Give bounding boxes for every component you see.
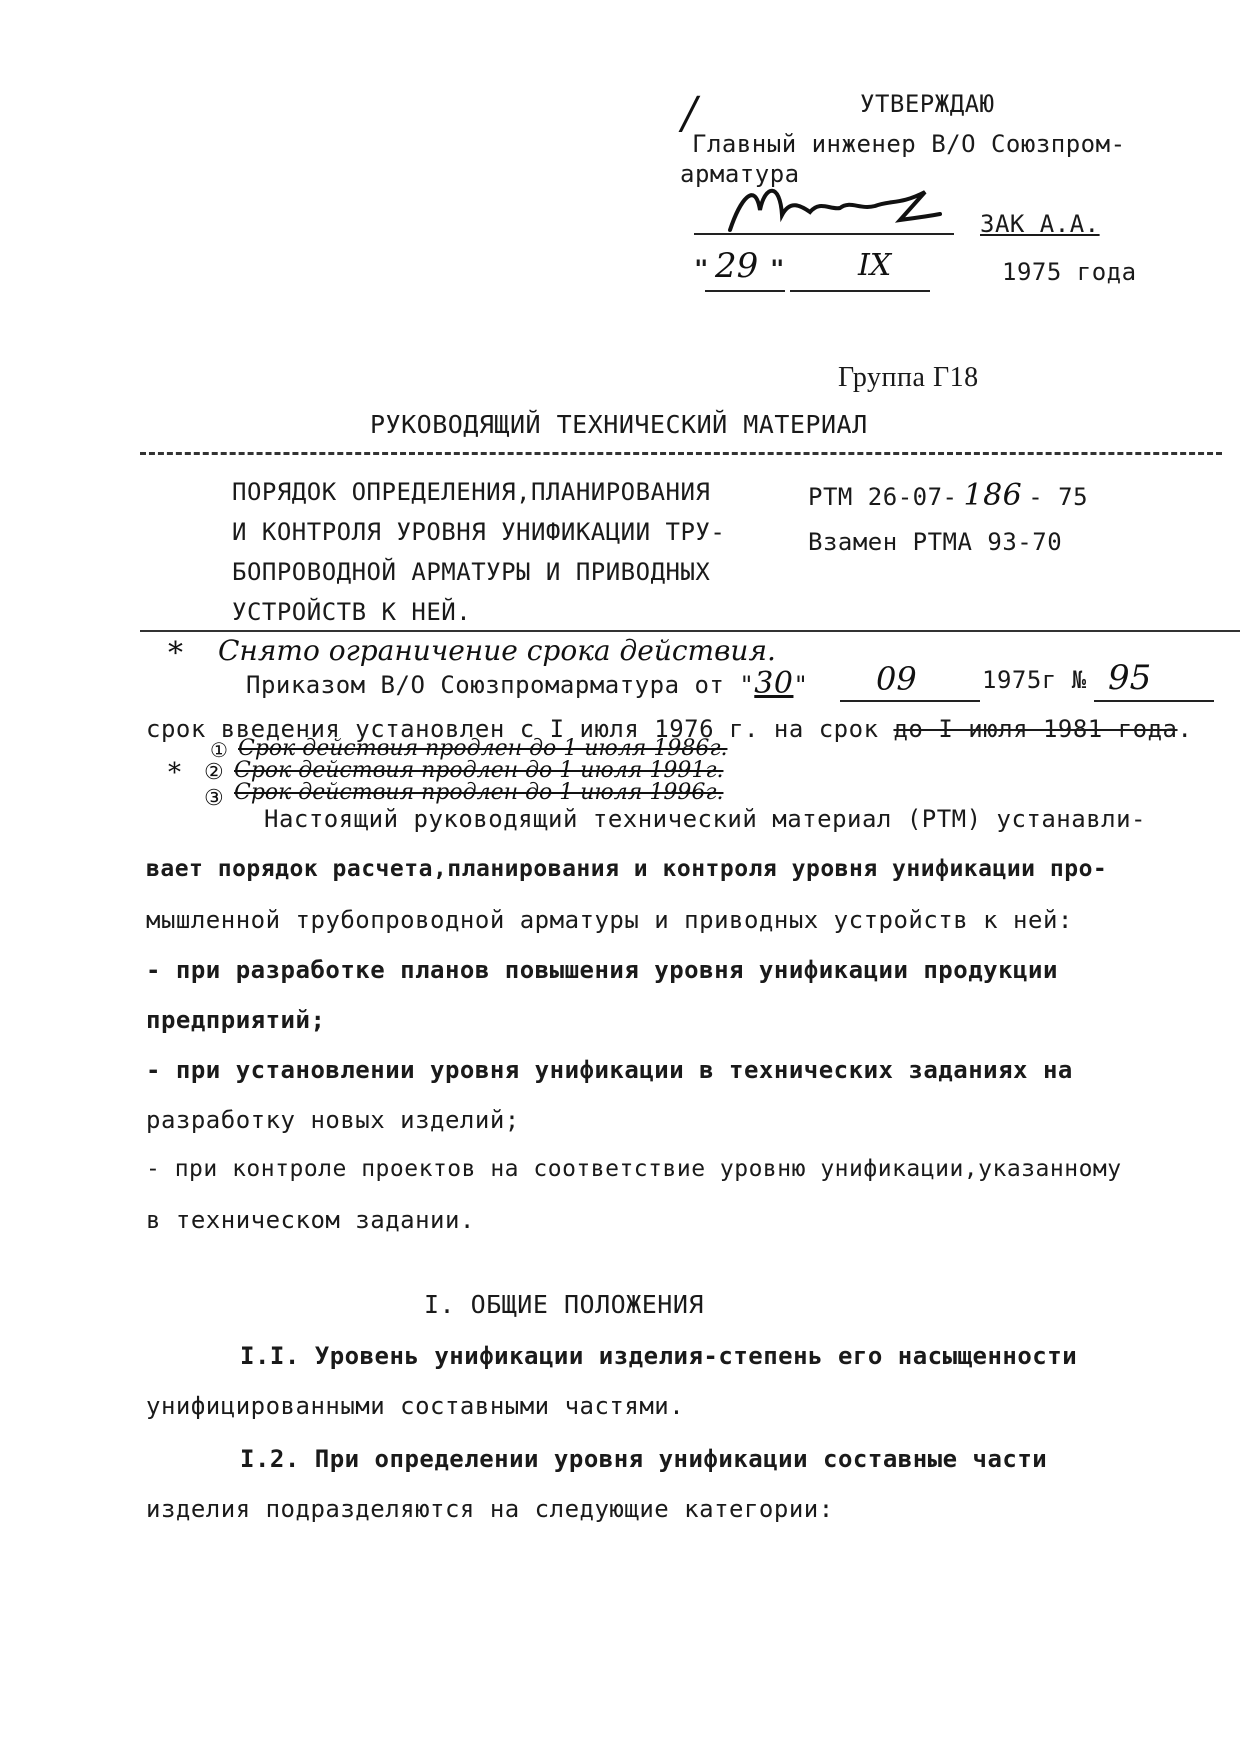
validity-struck-text: до I июля 1981 года [893,715,1178,743]
order-number: 95 [1108,658,1152,698]
header-bottom-rule [140,630,1240,632]
document-title-line-1: ПОРЯДОК ОПРЕДЕЛЕНИЯ,ПЛАНИРОВАНИЯ [232,478,711,506]
intro-line-3: мышленной трубопроводной арматуры и приводных устройств к ней: [146,906,1073,934]
intro-line-9: в техническом задании. [146,1206,475,1234]
order-day: 30 [754,666,794,701]
date-year: 1975 года [1002,258,1137,286]
amendment-3: Срок действия продлен до 1 июля 1996г. [234,780,724,805]
date-quote-close: " [770,255,785,283]
clause-1-2-line-1: I.2. При определении уровня унификации составные части [240,1445,1048,1473]
document-title-line-4: УСТРОЙСТВ К НЕЙ. [232,598,472,626]
order-mid: " [793,671,809,699]
approval-stamp: УТВЕРЖДАЮ [860,90,995,118]
order-number-line [1094,700,1214,702]
date-day: 29 [715,246,759,286]
document-code-suffix: - 75 [1028,483,1089,511]
intro-line-5: предприятий; [146,1006,326,1034]
document-code-number: 186 [963,478,1023,513]
amendment-1: Срок действия продлен до 1 июля 1986г. [238,736,728,761]
approver-position-cont: арматура [680,160,800,188]
document-code [808,478,1088,513]
amendment-2: Срок действия продлен до 1 июля 1991г. [234,758,724,783]
order-year: 1975г № [982,666,1087,694]
date-month-line [790,290,930,292]
date-month: IX [858,248,892,283]
order-prefix: Приказом В/О Союзпромарматура от " [246,671,755,699]
group-label: Группа Г18 [838,362,979,393]
document-title-line-2: И КОНТРОЛЯ УРОВНЯ УНИФИКАЦИИ ТРУ- [232,518,726,546]
intro-line-6: - при установлении уровня унификации в технических заданиях на [146,1056,1073,1084]
replaces-document: Взамен РТМА 93-70 [808,528,1063,556]
date-quote-open: " [694,255,709,283]
section-title: I. ОБЩИЕ ПОЛОЖЕНИЯ [424,1290,704,1319]
restriction-lifted-note: Снято ограничение срока действия. [218,634,776,667]
order-month: 09 [876,660,917,698]
clause-1-1-line-1: I.I. Уровень унификации изделия-степень его насыщенности [240,1342,1078,1370]
intro-line-1: Настоящий руководящий технический материал (РТМ) устанавли- [264,805,1147,833]
document-code-prefix: РТМ 26-07- [808,483,958,511]
header-dashed-rule [140,452,1222,455]
document-title-line-3: БОПРОВОДНОЙ АРМАТУРЫ И ПРИВОДНЫХ [232,558,711,586]
amendment-mark-2: ② [204,760,224,785]
intro-line-4: - при разработке планов повышения уровня унификации продукции [146,956,1058,984]
validity-text: срок введения установлен с I июля 1976 г. на срок [146,715,879,743]
approval-mark: / [682,88,697,139]
order-line [246,666,808,701]
document-type: РУКОВОДЯЩИЙ ТЕХНИЧЕСКИЙ МАТЕРИАЛ [370,410,868,439]
amendment-mark-1: ① [210,738,228,762]
intro-line-8: - при контроле проектов на соответствие уровню унификации,указанному [146,1156,1122,1182]
amendment-star: * [168,758,181,788]
signer-name: ЗАК А.А. [980,210,1100,238]
amendment-mark-3: ③ [204,786,224,811]
date-day-line [705,290,785,292]
clause-1-1-line-2: унифицированными составными частями. [146,1392,685,1420]
intro-line-7: разработку новых изделий; [146,1106,520,1134]
intro-line-2: вает порядок расчета,планирования и контроля уровня унификации про- [146,856,1108,882]
validity-end: . [1177,715,1193,743]
star-mark: * [168,636,183,671]
signature-line [694,233,954,235]
approver-position: Главный инженер В/О Союзпром- [692,130,1126,158]
clause-1-2-line-2: изделия подразделяются на следующие категории: [146,1495,834,1523]
order-month-line [840,700,980,702]
